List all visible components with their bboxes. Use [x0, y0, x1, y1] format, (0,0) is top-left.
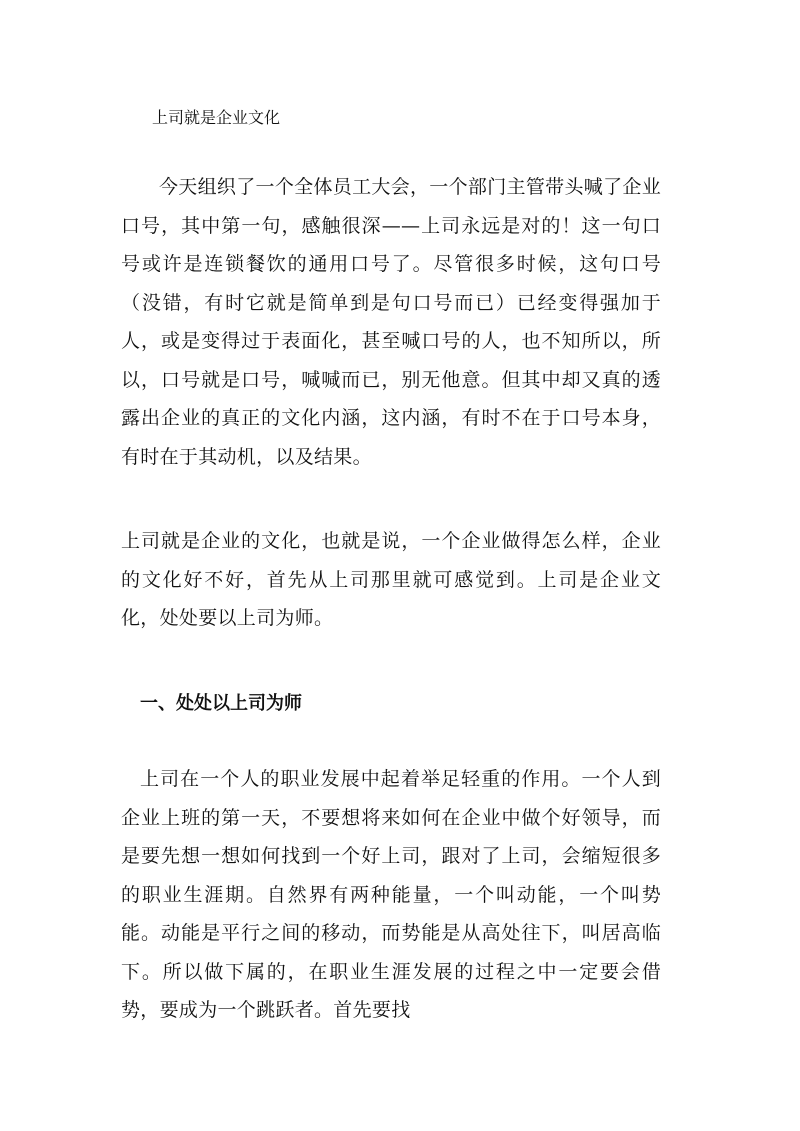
paragraph-intro: 今天组织了一个全体员工大会，一个部门主管带头喊了企业口号，其中第一句，感触很深——上司永远是对的！这一句口号或许是连锁餐饮的通用口号了。尽管很多时候，这句口号（没错，有时它就是简单到是句口号而已）已经变得强加于人，或是变得过于表面化，甚至喊口号的人，也不知所以，所以，口号就是口号，喊喊而已，别无他意。但其中却又真的透露出企业的真正的文化内涵，这内涵，有时不在于口号本身，有时在于其动机，以及结果。 — [121, 176, 661, 468]
paragraph-culture: 上司就是企业的文化，也就是说，一个企业做得怎么样，企业的文化好不好，首先从上司那里就可感觉到。上司是企业文化，处处要以上司为师。 — [121, 530, 661, 629]
paragraph-section-one: 上司在一个人的职业发展中起着举足轻重的作用。一个人到企业上班的第一天，不要想将来如何在企业中做个好领导，而是要先想一想如何找到一个好上司，跟对了上司，会缩短很多的职业生涯期。自然界有两种能量，一个叫动能，一个叫势能。动能是平行之间的移动，而势能是从高处往下，叫居高临下。所以做下属的，在职业生涯发展的过程之中一定要会借势，要成为一个跳跃者。首先要找 — [121, 768, 661, 1021]
section-heading: 一、处处以上司为师 — [140, 693, 302, 714]
document-title: 上司就是企业文化 — [152, 108, 281, 127]
